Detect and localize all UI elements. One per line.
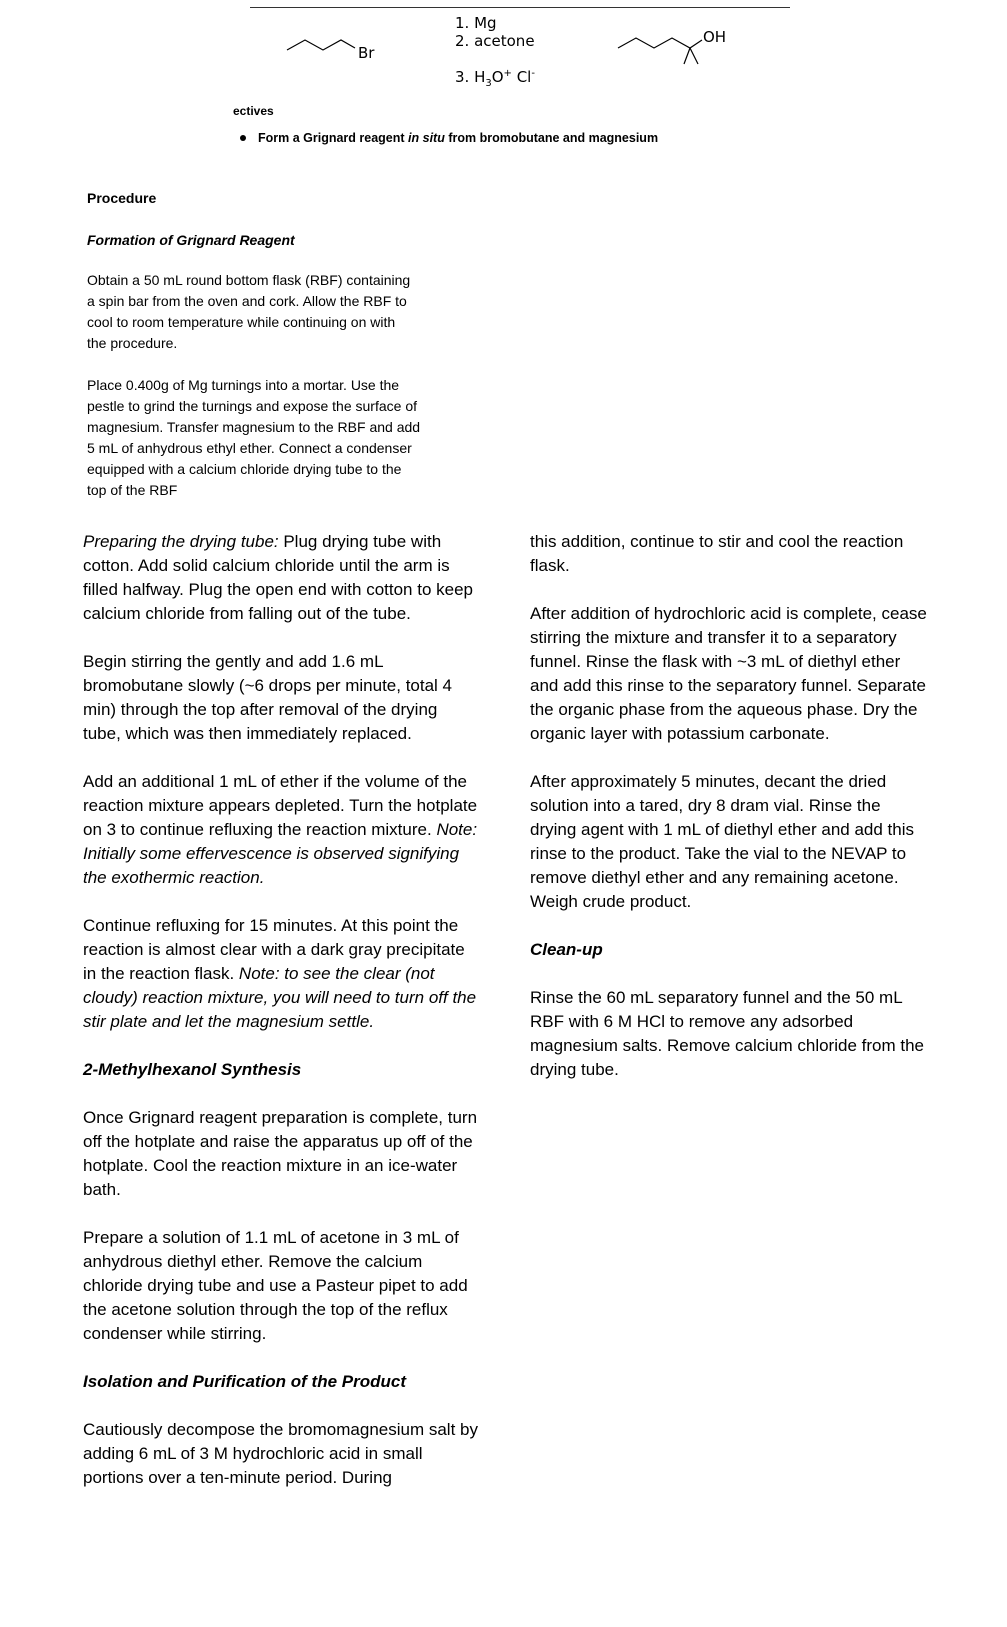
rinse-paragraph: Rinse the 60 mL separatory funnel and the 50 mL RBF with 6 M HCl to remove any adsorbed magnesium salts. Remove calcium chloride from the drying tube. (530, 988, 924, 1079)
left-column (83, 530, 478, 1514)
objective-bullet: Form a Grignard reagent in situ from bromobutane and magnesium (240, 131, 658, 145)
cleanup-heading: Clean-up (530, 940, 603, 959)
prepare-solution-paragraph: Prepare a solution of 1.1 mL of acetone in 3 mL of anhydrous diethyl ether. Remove the calcium chloride drying tube and use a Pasteur pipet to add the acetone solution through the top of the reflux condenser while stirring. (83, 1228, 468, 1343)
once-complete-paragraph: Once Grignard reagent preparation is complete, turn off the hotplate and raise the apparatus up off of the hotplate. Cool the reaction mixture in an ice-water bath. (83, 1108, 478, 1199)
reagent-step-2: 2. acetone (455, 32, 535, 50)
addition-continue-paragraph: this addition, continue to stir and cool the reaction flask. (530, 532, 904, 575)
bromobutane-br-label: Br (358, 44, 375, 62)
decompose-paragraph: Cautiously decompose the bromomagnesium salt by adding 6 mL of 3 M hydrochloric acid in small portions over a ten-minute period. During (83, 1420, 478, 1487)
objectives-heading: ectives (233, 104, 274, 118)
continue-reflux-paragraph: Continue refluxing for 15 minutes. At this point the reaction is almost clear with a dark gray precipitate in the reaction flask. Note: to see the clear (not cloudy) reaction mixture, you will need to turn off the stir plate and let the magnesium settle. (83, 916, 477, 1031)
decant-paragraph: After approximately 5 minutes, decant the dried solution into a tared, dry 8 dram vial. Rinse the drying agent with 1 mL of diethyl ether and add this rinse to the product. Take the vial to the NEVAP to remove diethyl ether and any remaining acetone. Weigh crude product. (530, 772, 914, 911)
synthesis-heading: 2-Methylhexanol Synthesis (83, 1060, 302, 1079)
right-column (530, 530, 930, 1106)
procedure-para-1: Obtain a 50 mL round bottom flask (RBF) containing a spin bar from the oven and cork. Allow the RBF to cool to room temperature while continuing on with the procedure. (87, 272, 411, 351)
separatory-funnel-paragraph: After addition of hydrochloric acid is complete, cease stirring the mixture and transfer it to a separatory funnel. Rinse the flask with ~3 mL of diethyl ether and add this rinse to the separatory funnel. Separate the organic phase from the aqueous phase. Dry the organic layer with potassium carbonate. (530, 604, 927, 743)
reagent-step-1: 1. Mg (455, 14, 497, 32)
begin-stirring-paragraph: Begin stirring the gently and add 1.6 mL bromobutane slowly (~6 drops per minute, total 4 min) through the top after removal of the drying tube, which was then immediately replaced. (83, 652, 453, 743)
reaction-arrow-line (250, 7, 790, 8)
drying-tube-paragraph: Preparing the drying tube: Plug drying tube with cotton. Add solid calcium chloride until the arm is filled halfway. Plug the open end with cotton to keep calcium chloride from falling out of the tube. (83, 532, 473, 623)
procedure-heading: Procedure (87, 190, 157, 206)
product-oh-label: OH (703, 28, 727, 46)
bullet-dot (240, 135, 246, 141)
reagent-step-3: 3. $H_3O^+$ Cl- (455, 68, 535, 89)
add-ether-paragraph: Add an additional 1 mL of ether if the volume of the reaction mixture appears depleted. Turn the hotplate on 3 to continue refluxing the reaction mixture. Note: Initially some effervescence is observed signifying the exothermic reaction. (83, 772, 478, 887)
procedure-para-2: Place 0.400g of Mg turnings into a mortar. Use the pestle to grind the turnings and expose the surface of magnesium. Transfer magnesium to the RBF and add 5 mL of anhydrous ethyl ether. Connect a condenser equipped with a calcium chloride drying tube to the top of the RBF (87, 377, 421, 498)
formation-heading: Formation of Grignard Reagent (87, 232, 295, 248)
isolation-heading: Isolation and Purification of the Product (83, 1372, 407, 1391)
